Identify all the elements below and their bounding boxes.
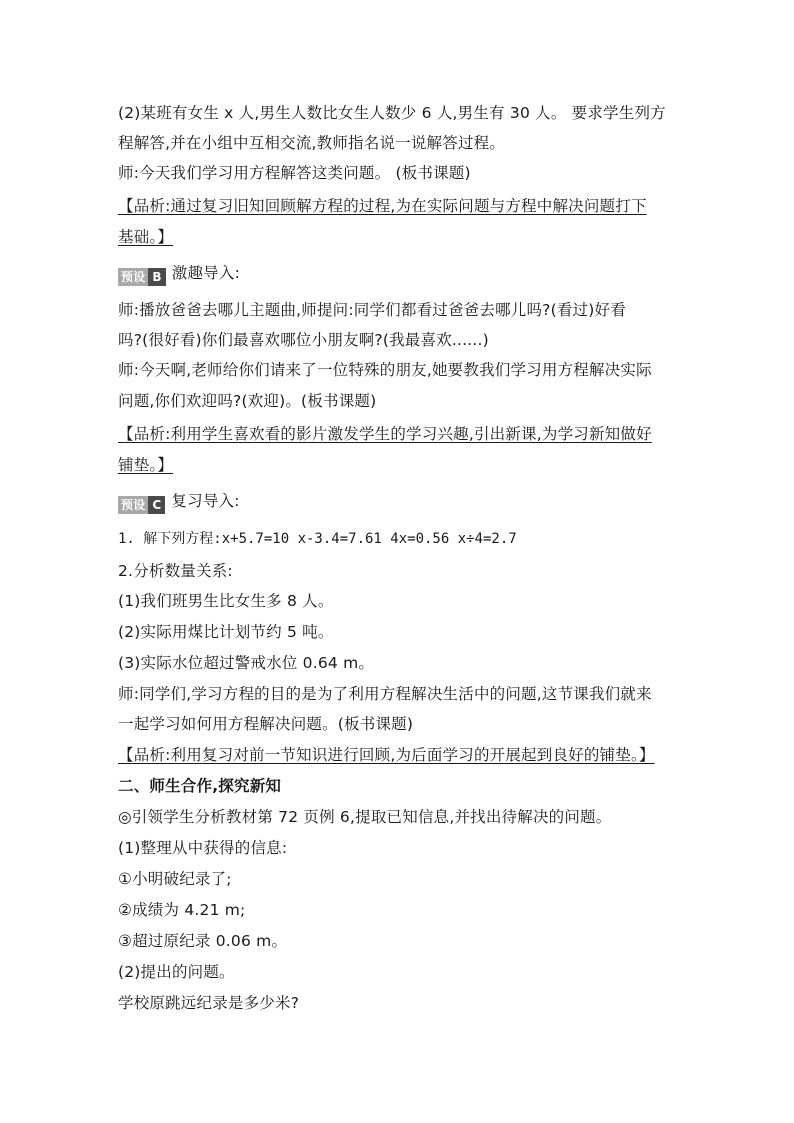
text-line: ◎引领学生分析教材第 72 页例 6,提取已知信息,并找出待解决的问题。 — [118, 808, 612, 826]
preset-heading-text: 激趣导入: — [171, 264, 240, 282]
text-line: ③超过原纪录 0.06 m。 — [118, 932, 288, 950]
text-line: 程解答,并在小组中互相交流,教师指名说一说解答过程。 — [118, 134, 506, 152]
text-line: ②成绩为 4.21 m; — [118, 901, 246, 919]
text-line: 2.分析数量关系: — [118, 562, 233, 580]
text-line: (2)提出的问题。 — [118, 963, 235, 981]
text-line: (1)整理从中获得的信息: — [118, 839, 288, 857]
preset-heading-text: 复习导入: — [171, 492, 240, 510]
preset-badge-label: 预设 — [118, 268, 148, 286]
analysis-note: 【品析:利用复习对前一节知识进行回顾,为后面学习的开展起到良好的铺垫。】 — [118, 746, 655, 764]
preset-heading-c — [118, 490, 684, 514]
preset-heading-b — [118, 262, 684, 286]
text-line: 学校原跳远纪录是多少米? — [118, 994, 300, 1012]
text-line: 师:同学们,学习方程的目的是为了利用方程解决生活中的问题,这节课我们就来 — [118, 685, 652, 703]
text-line: 师:今天啊,老师给你们请来了一位特殊的朋友,她要教我们学习用方程解决实际 — [118, 361, 652, 379]
text-line: (3)实际水位超过警戒水位 0.64 m。 — [118, 654, 375, 672]
analysis-note: 【品析:通过复习旧知回顾解方程的过程,为在实际问题与方程中解决问题打下 — [118, 197, 647, 215]
text-line: ①小明破纪录了; — [118, 870, 232, 888]
text-line: (2)实际用煤比计划节约 5 吨。 — [118, 623, 334, 641]
text-line: 一起学习如何用方程解决问题。(板书课题) — [118, 715, 414, 733]
equation-line: 1. 解下列方程:x+5.7=10 x-3.4=7.61 4x=0.56 x÷4=2.7 — [118, 531, 517, 547]
analysis-note: 铺垫。】 — [118, 456, 174, 474]
preset-badge — [118, 496, 165, 514]
preset-badge-letter: B — [148, 268, 165, 286]
text-line: (2)某班有女生 x 人,男生人数比女生人数少 6 人,男生有 30 人。 要求学生列方 — [118, 104, 666, 122]
preset-badge — [118, 268, 166, 286]
preset-badge-label: 预设 — [118, 496, 148, 514]
text-line: (1)我们班男生比女生多 8 人。 — [118, 592, 334, 610]
text-line: 问题,你们欢迎吗?(欢迎)。(板书课题) — [118, 392, 377, 410]
text-line: 师:今天我们学习用方程解答这类问题。 (板书课题) — [118, 164, 471, 182]
analysis-note: 基础。】 — [118, 228, 174, 246]
analysis-note: 【品析:利用学生喜欢看的影片激发学生的学习兴趣,引出新课,为学习新知做好 — [118, 425, 652, 443]
text-line: 吗?(很好看)你们最喜欢哪位小朋友啊?(我最喜欢......) — [118, 331, 489, 349]
section-heading: 二、师生合作,探究新知 — [118, 777, 282, 795]
preset-badge-letter: C — [148, 496, 165, 514]
text-line: 师:播放爸爸去哪儿主题曲,师提问:同学们都看过爸爸去哪儿吗?(看过)好看 — [118, 301, 626, 319]
